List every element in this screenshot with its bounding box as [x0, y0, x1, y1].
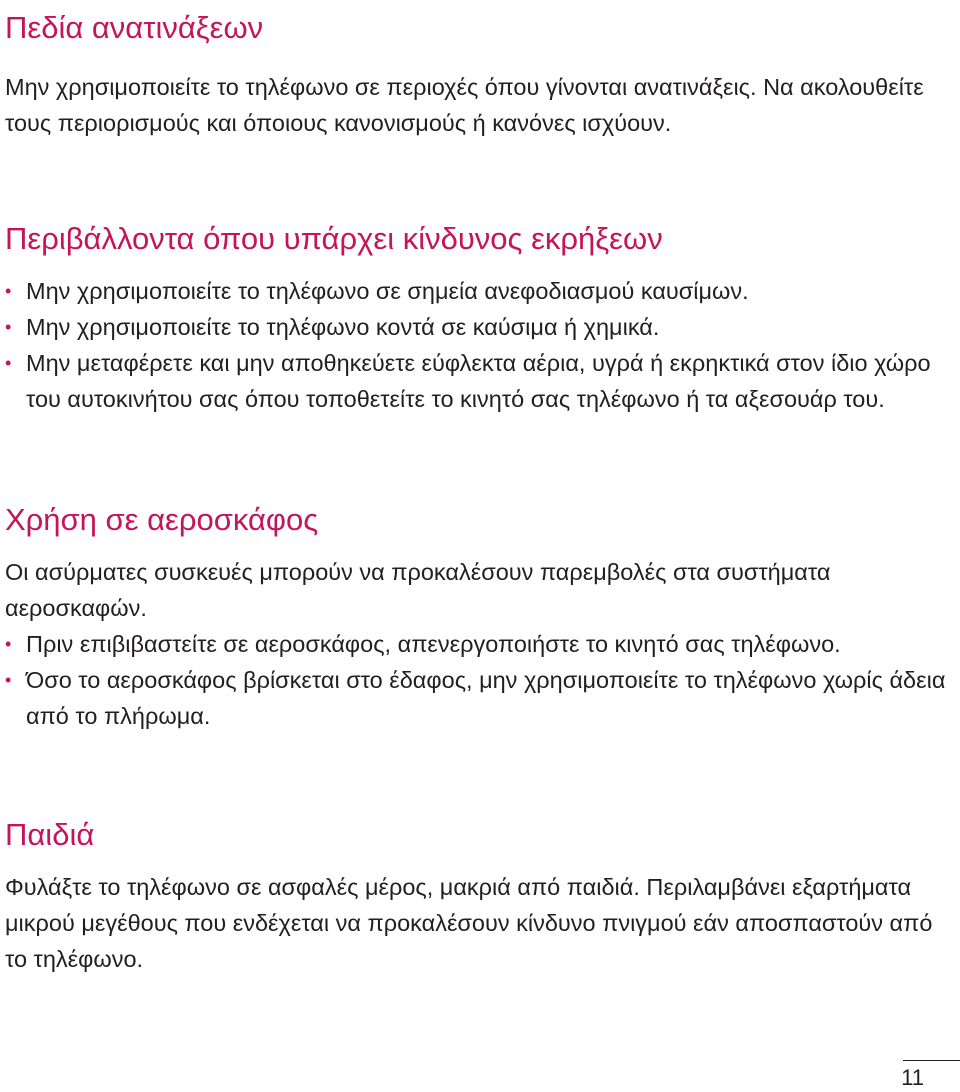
section-blasting-areas: [5, 8, 955, 141]
bullet-text: Μην χρησιμοποιείτε το τηλέφωνο κοντά σε καύσιμα ή χημικά.: [26, 314, 660, 340]
bullet-icon: •: [5, 317, 12, 337]
bullet-item: [5, 345, 955, 417]
bullet-item: [5, 309, 955, 345]
bullet-text: Μην μεταφέρετε και μην αποθηκεύετε εύφλεκτα αέρια, υγρά ή εκρηκτικά στον ίδιο χώρο του αυτοκινήτου σας όπου τοποθετείτε το κινητό σας τηλέφωνο ή τα αξεσουάρ του.: [26, 350, 931, 412]
bullet-icon: •: [5, 634, 12, 654]
section-heading: Περιβάλλοντα όπου υπάρχει κίνδυνος εκρήξεων: [5, 221, 663, 256]
bullet-text: Πριν επιβιβαστείτε σε αεροσκάφος, απενεργοποιήστε το κινητό σας τηλέφωνο.: [26, 631, 841, 657]
section-paragraph: Μην χρησιμοποιείτε το τηλέφωνο σε περιοχές όπου γίνονται ανατινάξεις. Να ακολουθείτε τους περιορισμούς και όποιους κανονισμούς ή κανόνες ισχύουν.: [5, 74, 924, 136]
bullet-icon: •: [5, 353, 12, 373]
section-children: [5, 815, 955, 977]
bullet-icon: •: [5, 670, 12, 690]
section-paragraph: Οι ασύρματες συσκευές μπορούν να προκαλέσουν παρεμβολές στα συστήματα αεροσκαφών.: [5, 559, 831, 621]
bullet-text: Όσο το αεροσκάφος βρίσκεται στο έδαφος, μην χρησιμοποιείτε το τηλέφωνο χωρίς άδεια από το πλήρωμα.: [26, 667, 946, 729]
bullet-item: [5, 662, 955, 734]
section-aircraft-use: [5, 500, 955, 734]
bullet-text: Μην χρησιμοποιείτε το τηλέφωνο σε σημεία ανεφοδιασμού καυσίμων.: [26, 278, 749, 304]
page-number: 11: [901, 1065, 924, 1090]
bullet-item: [5, 273, 955, 309]
bullet-list: [5, 626, 955, 734]
section-heading: Πεδία ανατινάξεων: [5, 10, 264, 45]
section-explosive-atmospheres: [5, 219, 955, 417]
bullet-item: [5, 626, 955, 662]
bullet-list: [5, 273, 955, 417]
section-paragraph: Φυλάξτε το τηλέφωνο σε ασφαλές μέρος, μακριά από παιδιά. Περιλαμβάνει εξαρτήματα μικρού μεγέθους που ενδέχεται να προκαλέσουν κίνδυνο πνιγμού εάν αποσπαστούν από το τηλέφωνο.: [5, 874, 933, 972]
page-number-rule: [903, 1060, 960, 1061]
section-heading: Χρήση σε αεροσκάφος: [5, 502, 319, 537]
section-heading: Παιδιά: [5, 817, 95, 852]
bullet-icon: •: [5, 281, 12, 301]
